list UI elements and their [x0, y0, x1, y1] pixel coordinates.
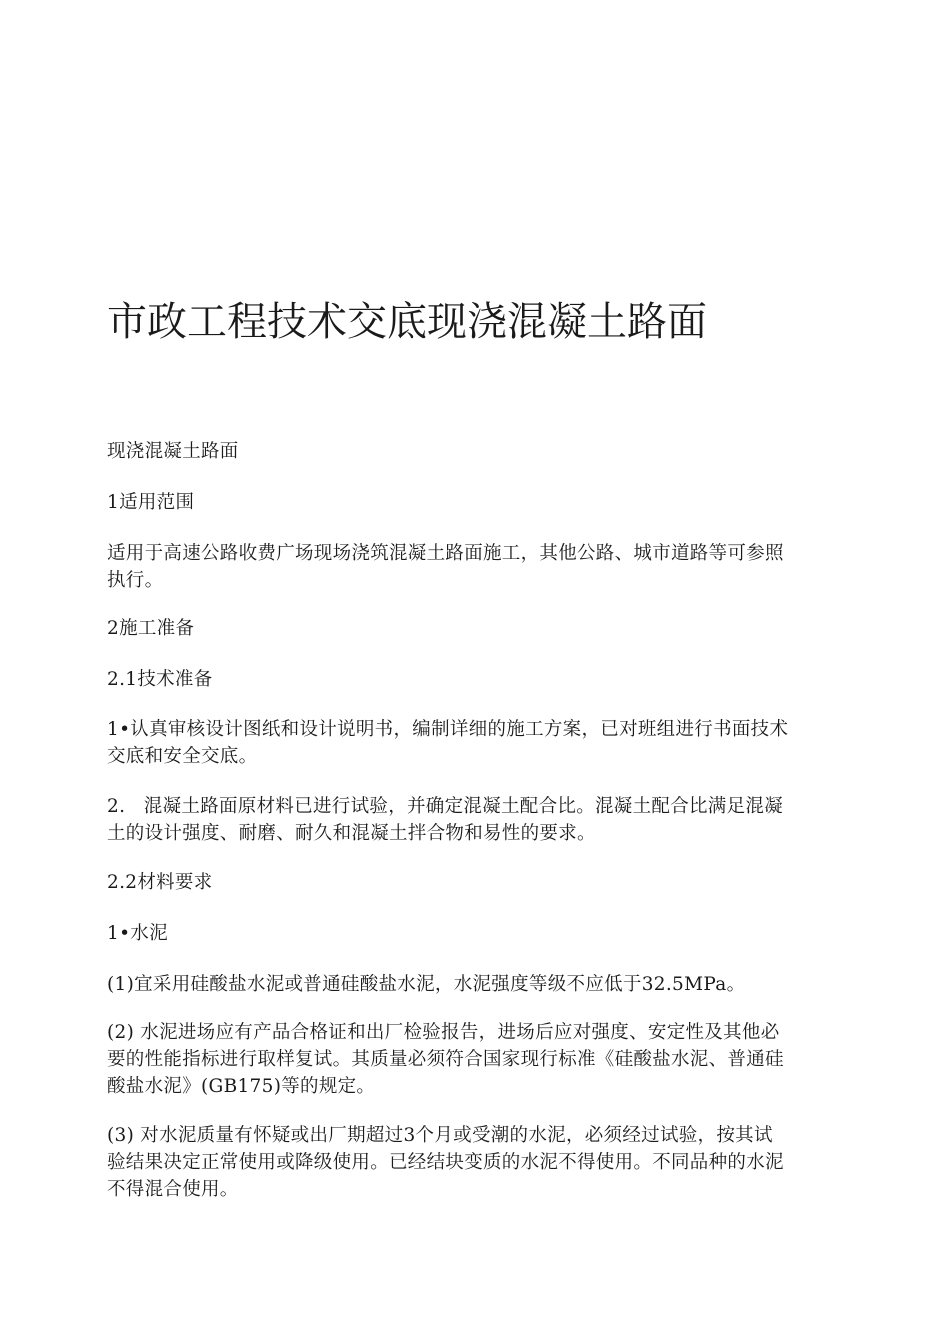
section-heading-main: [107, 438, 847, 465]
section-heading-2-1: [107, 666, 847, 693]
text-line: 验结果决定正常使用或降级使用。已经结块变质的水泥不得使用。不同品种的水泥: [107, 1152, 784, 1173]
text-line: (3) 对水泥质量有怀疑或出厂期超过3个月或受潮的水泥，必须经过试验，按其试: [107, 1125, 773, 1146]
text-line: 2.1技术准备: [107, 669, 213, 690]
paragraph-tech-2: [107, 793, 847, 847]
paragraph-cement-1: [107, 971, 847, 998]
text-line: (1)宜采用硅酸盐水泥或普通硅酸盐水泥，水泥强度等级不应低于32.5MPa。: [107, 974, 746, 995]
text-line: 1•认真审核设计图纸和设计说明书，编制详细的施工方案，已对班组进行书面技术: [107, 719, 789, 740]
section-heading-1: [107, 489, 847, 516]
section-heading-2: [107, 615, 847, 642]
text-line: 2.2材料要求: [107, 872, 213, 893]
text-line: 2. 混凝土路面原材料已进行试验，并确定混凝土配合比。混凝土配合比满足混凝: [107, 796, 783, 817]
text-line: 不得混合使用。: [107, 1179, 239, 1200]
text-line: 执行。: [107, 570, 164, 591]
text-line: 酸盐水泥》(GB175)等的规定。: [107, 1076, 376, 1097]
text-line: 1•水泥: [107, 923, 168, 944]
text-line: 土的设计强度、耐磨、耐久和混凝土拌合物和易性的要求。: [107, 823, 596, 844]
text-line: 1适用范围: [107, 492, 195, 513]
document-title: 市政工程技术交底现浇混凝土路面: [107, 299, 707, 345]
item-cement: [107, 920, 847, 947]
paragraph-scope: [107, 540, 847, 594]
text-line: 适用于高速公路收费广场现场浇筑混凝土路面施工，其他公路、城市道路等可参照: [107, 543, 784, 564]
section-heading-2-2: [107, 869, 847, 896]
paragraph-cement-2: [107, 1019, 847, 1100]
text-line: 2施工准备: [107, 618, 195, 639]
text-line: (2) 水泥进场应有产品合格证和出厂检验报告，进场后应对强度、安定性及其他必: [107, 1022, 780, 1043]
text-line: 要的性能指标进行取样复试。其质量必须符合国家现行标准《硅酸盐水泥、普通硅: [107, 1049, 784, 1070]
text-line: 现浇混凝土路面: [107, 441, 239, 462]
paragraph-tech-1: [107, 716, 847, 770]
text-line: 交底和安全交底。: [107, 746, 258, 767]
paragraph-cement-3: [107, 1122, 847, 1203]
